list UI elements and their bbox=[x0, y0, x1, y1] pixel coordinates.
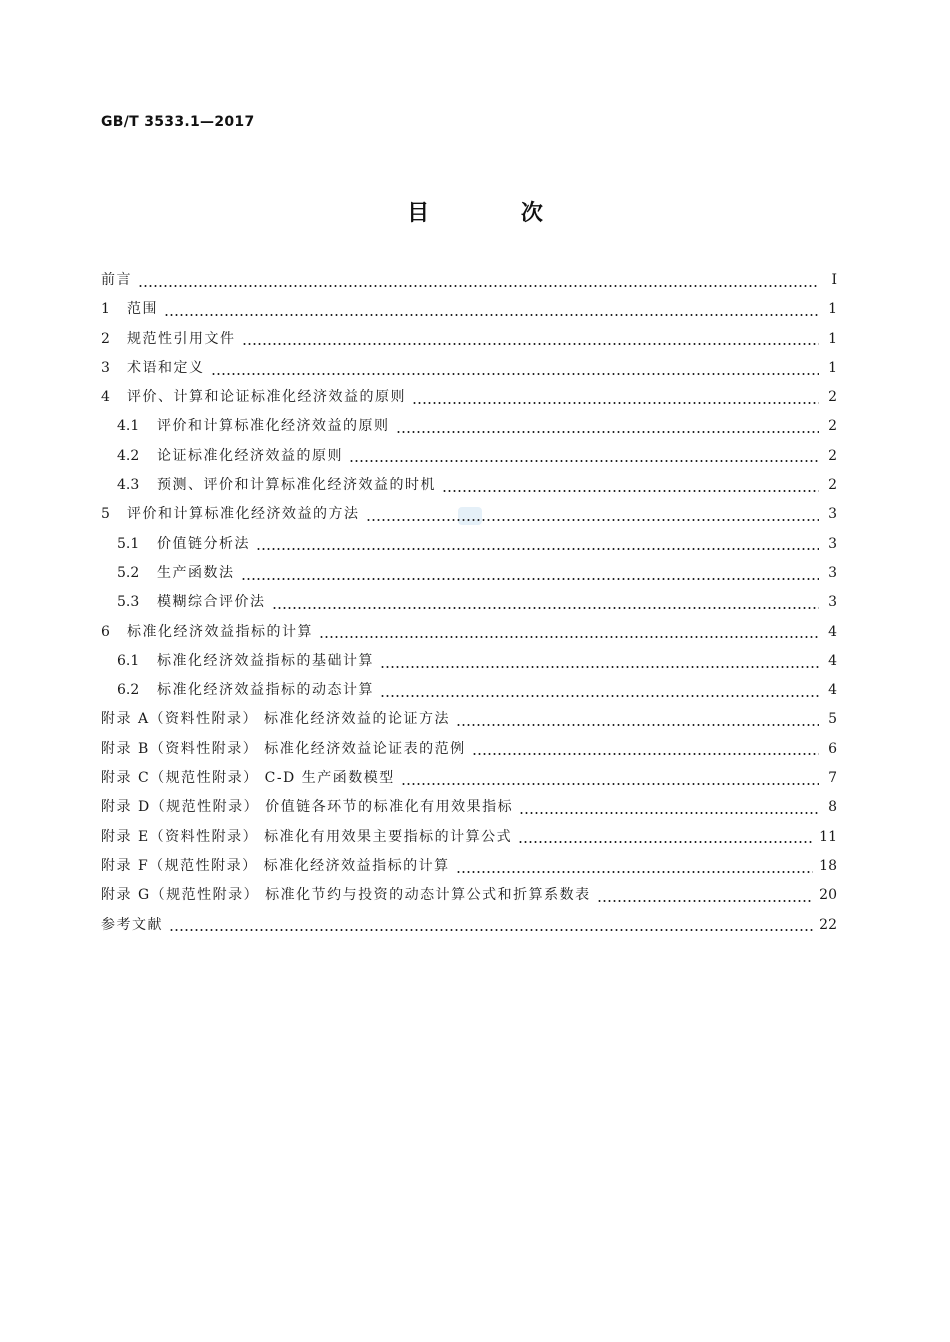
toc-entry[interactable] bbox=[101, 445, 837, 474]
toc-entry-page: 3 bbox=[828, 594, 837, 611]
toc-entry-number: 4.3 bbox=[117, 477, 140, 494]
toc-entry-label: 附录 B（资料性附录） 标准化经济效益论证表的范例 bbox=[101, 740, 466, 757]
toc-dot-leader bbox=[380, 693, 819, 699]
toc-dot-leader bbox=[242, 341, 820, 347]
toc-entry[interactable] bbox=[101, 474, 837, 503]
toc-dot-leader bbox=[169, 927, 813, 933]
toc-entry-page: 11 bbox=[819, 828, 837, 845]
toc-entry-page: 4 bbox=[828, 652, 837, 669]
toc-entry[interactable] bbox=[101, 650, 837, 679]
toc-dot-leader bbox=[380, 664, 819, 670]
toc-entry-page: 2 bbox=[828, 389, 837, 406]
toc-entry-number: 1 bbox=[101, 301, 110, 318]
toc-dot-leader bbox=[319, 634, 819, 640]
toc-entry[interactable] bbox=[101, 562, 837, 591]
toc-entry[interactable] bbox=[101, 386, 837, 415]
standard-code: GB/T 3533.1—2017 bbox=[101, 114, 255, 130]
toc-entry-page: Ⅰ bbox=[831, 272, 837, 288]
toc-entry-number: 6.1 bbox=[117, 652, 140, 669]
toc-entry-page: 18 bbox=[819, 857, 837, 874]
toc-entry-label: 标准化经济效益指标的动态计算 bbox=[157, 682, 374, 699]
toc-entry-label: 范围 bbox=[127, 301, 158, 318]
toc-entry-label: 附录 C（规范性附录） C-D 生产函数模型 bbox=[101, 770, 395, 787]
toc-entry-page: 3 bbox=[828, 506, 837, 523]
toc-entry-page: 2 bbox=[828, 477, 837, 494]
toc-dot-leader bbox=[164, 312, 819, 318]
toc-entry[interactable] bbox=[101, 269, 837, 298]
toc-entry-label: 模糊综合评价法 bbox=[157, 594, 266, 611]
toc-entry[interactable] bbox=[101, 415, 837, 444]
toc-entry-label: 标准化经济效益指标的基础计算 bbox=[157, 652, 374, 669]
toc-entry-label: 论证标准化经济效益的原则 bbox=[157, 447, 343, 464]
toc-entry[interactable] bbox=[101, 855, 837, 884]
toc-entry-label: 术语和定义 bbox=[127, 359, 205, 376]
toc-entry-label: 附录 F（规范性附录） 标准化经济效益指标的计算 bbox=[101, 857, 450, 874]
toc-entry[interactable] bbox=[101, 357, 837, 386]
toc-entry[interactable] bbox=[101, 298, 837, 327]
toc-entry-number: 3 bbox=[101, 359, 110, 376]
toc-dot-leader bbox=[442, 488, 819, 494]
toc-dot-leader bbox=[518, 839, 813, 845]
table-of-contents bbox=[101, 269, 837, 943]
toc-entry-number: 4.1 bbox=[117, 418, 140, 435]
toc-entry-label: 规范性引用文件 bbox=[127, 330, 236, 347]
toc-entry-number: 6 bbox=[101, 623, 110, 640]
toc-dot-leader bbox=[256, 546, 819, 552]
toc-entry-page: 2 bbox=[828, 418, 837, 435]
toc-entry-number: 4 bbox=[101, 389, 110, 406]
toc-entry-number: 6.2 bbox=[117, 682, 140, 699]
toc-entry-page: 3 bbox=[828, 535, 837, 552]
toc-entry-page: 7 bbox=[828, 770, 837, 787]
toc-dot-leader bbox=[456, 722, 819, 728]
toc-entry-label: 附录 G（规范性附录） 标准化节约与投资的动态计算公式和折算系数表 bbox=[101, 887, 591, 904]
toc-entry-label: 参考文献 bbox=[101, 916, 163, 933]
toc-entry-number: 5.3 bbox=[117, 594, 140, 611]
toc-entry-page: 1 bbox=[828, 330, 837, 347]
toc-dot-leader bbox=[401, 781, 819, 787]
toc-entry-label: 前言 bbox=[101, 272, 132, 288]
toc-entry[interactable] bbox=[101, 621, 837, 650]
toc-entry-page: 8 bbox=[828, 799, 837, 816]
toc-dot-leader bbox=[456, 869, 814, 875]
toc-dot-leader bbox=[412, 400, 819, 406]
toc-entry-number: 5 bbox=[101, 506, 110, 523]
toc-dot-leader bbox=[349, 458, 819, 464]
toc-entry[interactable] bbox=[101, 328, 837, 357]
toc-entry-page: 1 bbox=[828, 301, 837, 318]
toc-entry-number: 4.2 bbox=[117, 447, 140, 464]
toc-dot-leader bbox=[138, 283, 819, 289]
toc-dot-leader bbox=[396, 429, 820, 435]
toc-entry-label: 预测、评价和计算标准化经济效益的时机 bbox=[157, 477, 436, 494]
toc-entry-page: 4 bbox=[828, 682, 837, 699]
toc-entry[interactable] bbox=[101, 591, 837, 620]
toc-entry-page: 2 bbox=[828, 447, 837, 464]
toc-entry-label: 标准化经济效益指标的计算 bbox=[127, 623, 313, 640]
toc-dot-leader bbox=[272, 605, 820, 611]
toc-dot-leader bbox=[597, 898, 814, 904]
toc-entry-page: 4 bbox=[828, 623, 837, 640]
toc-entry-label: 价值链分析法 bbox=[157, 535, 250, 552]
toc-entry-label: 评价和计算标准化经济效益的原则 bbox=[157, 418, 390, 435]
toc-entry-number: 2 bbox=[101, 330, 110, 347]
toc-entry-page: 5 bbox=[828, 711, 837, 728]
toc-entry-page: 22 bbox=[819, 916, 837, 933]
toc-entry[interactable] bbox=[101, 826, 837, 855]
toc-entry-label: 评价、计算和论证标准化经济效益的原则 bbox=[127, 389, 406, 406]
toc-title: 目 次 bbox=[407, 201, 585, 226]
toc-entry[interactable] bbox=[101, 533, 837, 562]
toc-entry-label: 评价和计算标准化经济效益的方法 bbox=[127, 506, 360, 523]
toc-entry-number: 5.2 bbox=[117, 564, 140, 581]
toc-entry-label: 附录 D（规范性附录） 价值链各环节的标准化有用效果指标 bbox=[101, 799, 514, 816]
toc-entry-number: 5.1 bbox=[117, 535, 140, 552]
toc-dot-leader bbox=[519, 810, 819, 816]
toc-dot-leader bbox=[472, 751, 819, 757]
toc-dot-leader bbox=[241, 576, 820, 582]
toc-entry[interactable] bbox=[101, 679, 837, 708]
toc-entry-label: 附录 E（资料性附录） 标准化有用效果主要指标的计算公式 bbox=[101, 828, 513, 845]
toc-entry-page: 6 bbox=[828, 740, 837, 757]
toc-entry[interactable] bbox=[101, 767, 837, 796]
toc-entry-label: 生产函数法 bbox=[157, 564, 235, 581]
toc-entry[interactable] bbox=[101, 708, 837, 737]
toc-entry[interactable] bbox=[101, 884, 837, 913]
toc-entry[interactable] bbox=[101, 914, 837, 943]
toc-dot-leader bbox=[366, 517, 820, 523]
toc-dot-leader bbox=[211, 371, 820, 377]
toc-entry[interactable] bbox=[101, 738, 837, 767]
toc-entry-label: 附录 A（资料性附录） 标准化经济效益的论证方法 bbox=[101, 711, 451, 728]
toc-entry[interactable] bbox=[101, 796, 837, 825]
toc-entry-page: 20 bbox=[819, 887, 837, 904]
toc-entry-page: 3 bbox=[828, 564, 837, 581]
toc-entry-page: 1 bbox=[828, 359, 837, 376]
toc-entry[interactable] bbox=[101, 503, 837, 532]
